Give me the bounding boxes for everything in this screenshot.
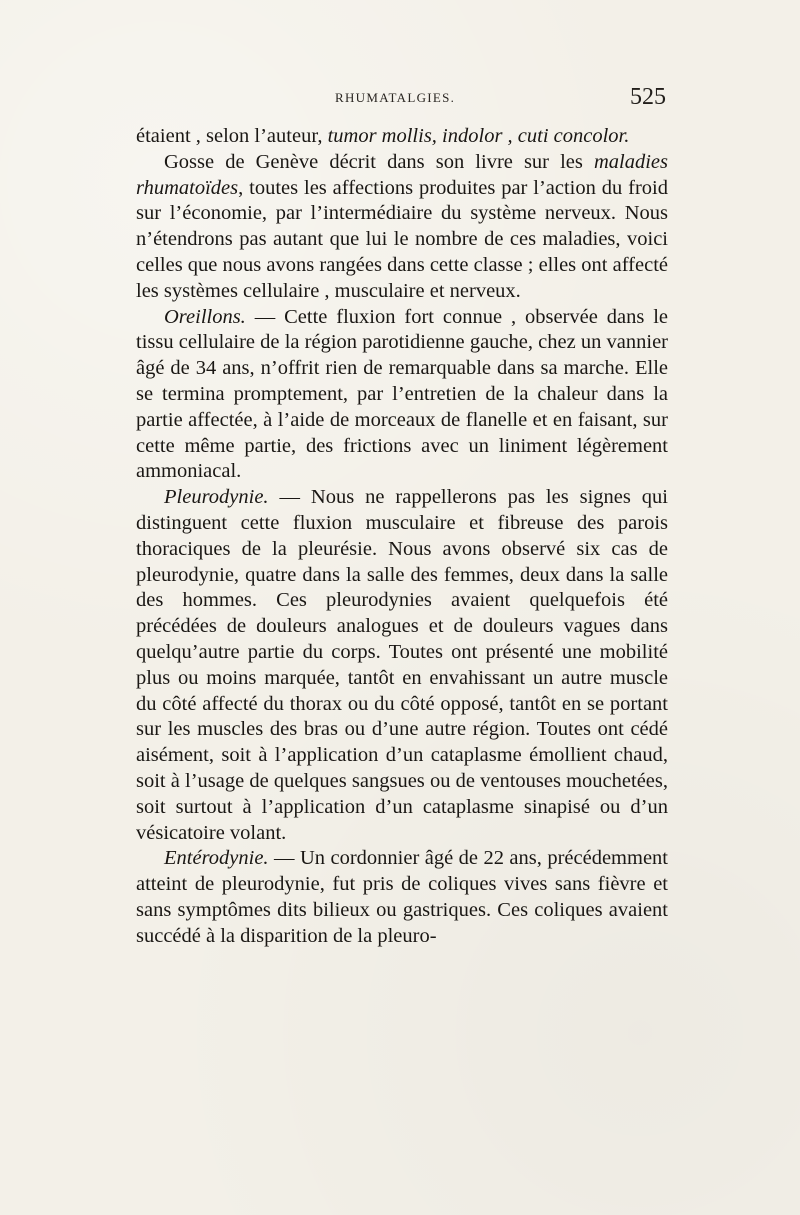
paragraph-pleurodynie (136, 485, 668, 846)
section-lead-enterodynie: Entérodynie. (164, 847, 269, 870)
book-title: maladies rhumatoïdes (136, 150, 668, 199)
paragraph-oreillons (136, 305, 668, 486)
section-lead-oreillons: Oreillons. (164, 305, 246, 328)
paragraph-text: , toutes les affections produites par l’action du froid sur l’économie, par l’intermédiaire du système nerveux. Nous n’étendrons pas autant que lui le nombre de ces maladies, voici celles que nous avons rangées dans cette classe ; elles ont affecté les systèmes cellulaire , musculaire et nerveux. (136, 176, 668, 302)
paragraph-text: — Nous ne rappellerons pas les signes qui distinguent cette fluxion musculaire et fibreuse des parois thoraciques de la pleurésie. Nous avons observé six cas de pleurodynie, quatre dans la salle des femmes, deux dans la salle des hommes. Ces pleurodynies avaient quelquefois été précédées de douleurs analogues et de douleurs vagues dans quelqu’autre partie du corps. Toutes ont présenté une mobilité plus ou moins marquée, tantôt en envahissant un autre muscle du côté affecté du thorax ou du côté opposé, tantôt en se portant sur les muscles des bras ou d’une autre région. Toutes ont cédé aisément, soit à l’application d’un cataplasme émollient chaud, soit à l’usage de quelques sangsues ou de ventouses mouchetées, soit surtout à l’application d’un cataplasme sinapisé ou d’un vésicatoire volant. (136, 486, 668, 844)
latin-quote: tumor mollis, indolor , cuti concolor. (327, 125, 630, 147)
page-number: 525 (630, 84, 666, 110)
paragraph-text: étaient , selon l’auteur, (136, 125, 328, 147)
paragraph-enterodynie (136, 846, 668, 949)
paragraph-gosse (136, 150, 668, 305)
page-header (0, 84, 800, 114)
paragraph-continuation (136, 124, 668, 150)
paragraph-text: Gosse de Genève décrit dans son livre sur les (164, 150, 594, 173)
running-head: RHUMATALGIES. (335, 90, 456, 105)
body-text (136, 124, 668, 950)
section-lead-pleurodynie: Pleurodynie. (164, 486, 269, 509)
paragraph-text: — Un cordonnier âgé de 22 ans, précédemment atteint de pleurodynie, fut pris de coliques vives sans fièvre et sans symptômes dits bilieux ou gastriques. Ces coliques avaient succédé à la disparition de la pleuro- (136, 847, 668, 947)
paragraph-text: — Cette fluxion fort connue , observée dans le tissu cellulaire de la région parotidienne gauche, chez un vannier âgé de 34 ans, n’offrit rien de remarquable dans sa marche. Elle se termina promptement, par l’entretien de la chaleur dans la partie affectée, à l’aide de morceaux de flanelle et en faisant, sur cette même partie, des frictions avec un liniment légèrement ammoniacal. (136, 305, 668, 483)
